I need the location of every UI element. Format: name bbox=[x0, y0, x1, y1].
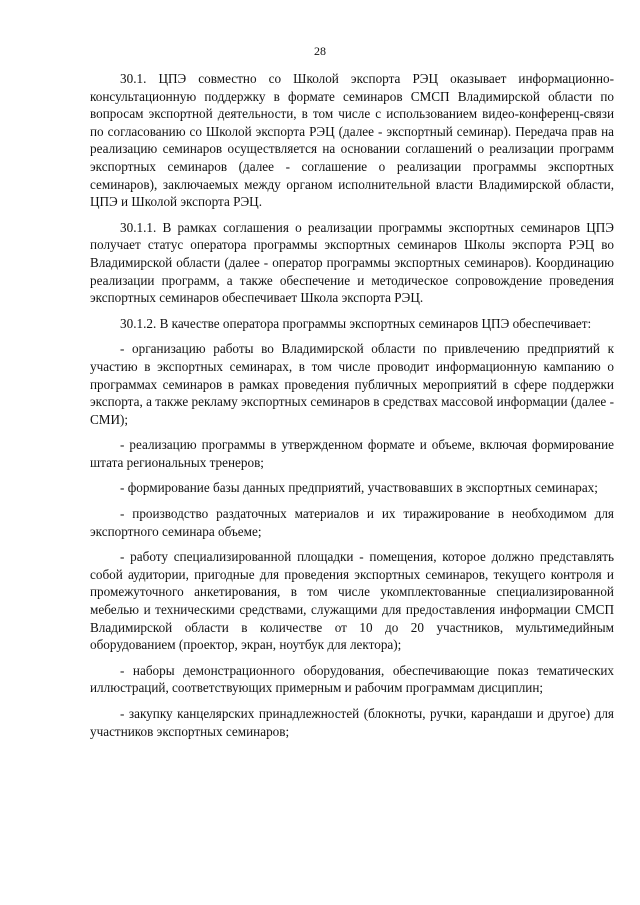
list-item-program-implementation: - реализацию программы в утвержденном формате и объеме, включая формирование штата региональных тренеров; bbox=[90, 437, 614, 470]
list-item-venue: - работу специализированной площадки - помещения, которое должно представлять собой аудитории, пригодные для проведения экспортных семинаров, текущего контроля и промежуточного анкетирования, в том числе укомплектованные специализированной мебелью и техническими средствами, служащими для предоставления информации СМСП Владимирской области в количестве от 10 до 20 участников, мультимедийным оборудованием (проектор, экран, ноутбук для лектора); bbox=[90, 549, 614, 653]
page-number: 28 bbox=[314, 44, 326, 58]
list-item-stationery: - закупку канцелярских принадлежностей (блокноты, ручки, карандаши и другое) для участников экспортных семинаров; bbox=[90, 706, 614, 739]
list-item-demo-equipment: - наборы демонстрационного оборудования, обеспечивающие показ тематических иллюстраций, соответствующих примерным и рабочим программам дисциплин; bbox=[90, 662, 614, 696]
document-body bbox=[90, 70, 614, 748]
list-item-organization: - организацию работы во Владимирской области по привлечению предприятий к участию в экспортных семинарах, в том числе проводит информационную кампанию о программах семинаров в рамках проведения публичных мероприятий в сфере поддержки экспорта, а также рекламу экспортных семинаров в средствах массовой информации (далее - СМИ); bbox=[90, 341, 614, 427]
list-item-database: - формирование базы данных предприятий, участвовавших в экспортных семинарах; bbox=[120, 480, 598, 496]
paragraph-30-1: 30.1. ЦПЭ совместно со Школой экспорта РЭЦ оказывает информационно-консультационную поддержку в формате семинаров СМСП Владимирской области по вопросам экспортной деятельности, в том числе с использованием видео-конференц-связи по согласованию со Школой экспорта РЭЦ (далее - экспортный семинар). Передача прав на реализацию семинаров осуществляется на основании соглашений о реализации программ экспортных семинаров (далее - соглашение о реализации программы экспортных семинаров), заключаемых между органом исполнительной власти Владимирской области, ЦПЭ и Школой экспорта РЭЦ. bbox=[90, 71, 614, 210]
paragraph-30-1-2: 30.1.2. В качестве оператора программы экспортных семинаров ЦПЭ обеспечивает: bbox=[120, 315, 592, 331]
paragraph-30-1-1: 30.1.1. В рамках соглашения о реализации программы экспортных семинаров ЦПЭ получает статус оператора программы экспортных семинаров Школы экспорта РЭЦ во Владимирской области (далее - оператор программы экспортных семинаров). Координацию реализации программ, а также обеспечение и методическое сопровождение проведения экспортных семинаров обеспечивает Школа экспорта РЭЦ. bbox=[90, 219, 614, 306]
list-item-handouts: - производство раздаточных материалов и их тиражирование в необходимом для экспортного семинара объеме; bbox=[90, 506, 614, 539]
